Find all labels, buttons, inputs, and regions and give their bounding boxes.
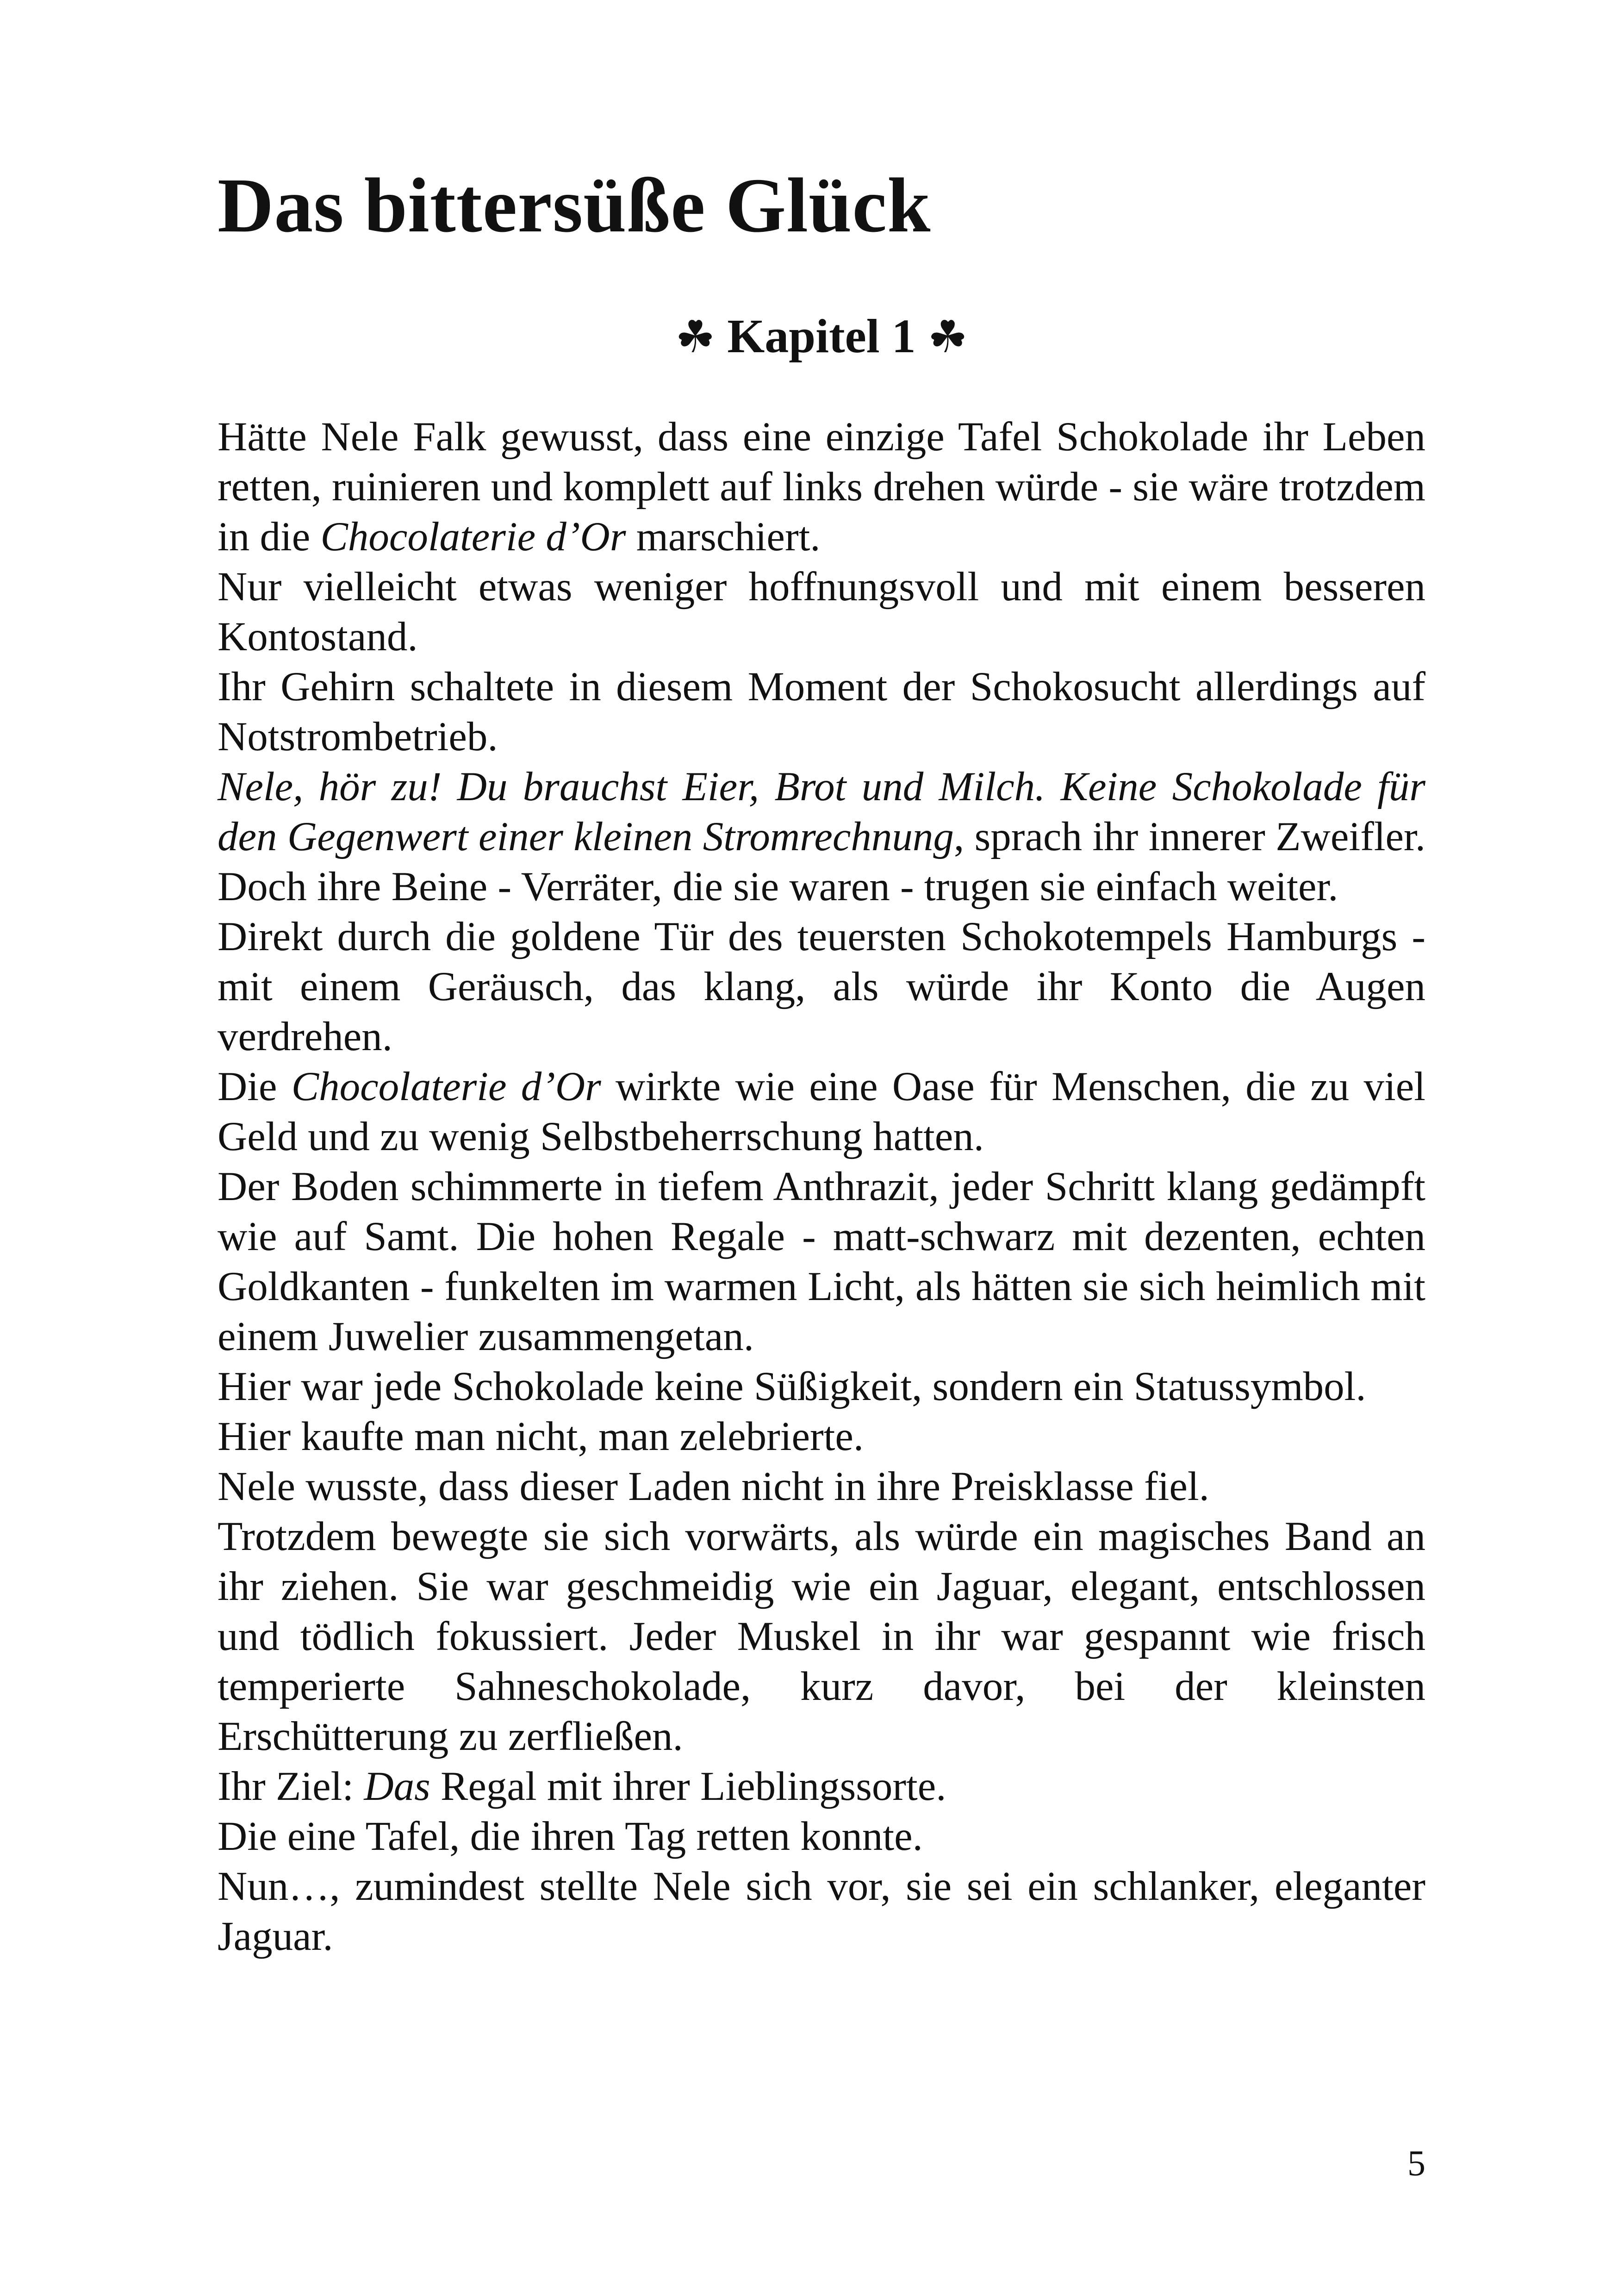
paragraph xyxy=(218,412,1425,562)
paragraph xyxy=(218,762,1425,912)
paragraph xyxy=(218,1861,1425,1961)
chapter-body xyxy=(218,412,1425,1961)
paragraph-text: Direkt durch die goldene Tür des teuersten Schokotempels Hamburgs - mit einem Geräusch, das klang, als würde ihr Konto die Augen verdrehen. xyxy=(218,914,1425,1059)
paragraph-text: Ihr Ziel: xyxy=(218,1764,364,1809)
italic-text: Chocolaterie d’Or xyxy=(291,1064,601,1109)
paragraph xyxy=(218,1462,1425,1512)
paragraph-text: Der Boden schimmerte in tiefem Anthrazit, jeder Schritt klang gedämpft wie auf Samt. Die hohen Regale - matt-schwarz mit dezenten, echten Goldkanten - funkelten im warmen Licht, als hätten sie sich heimlich mit einem Juwelier zusammengetan. xyxy=(218,1164,1425,1359)
chapter-label: Kapitel 1 xyxy=(727,310,916,363)
italic-text: Chocolaterie d’Or xyxy=(320,514,626,560)
paragraph-text: Nun…, zumindest stellte Nele sich vor, sie sei ein schlanker, eleganter Jaguar. xyxy=(218,1864,1425,1959)
chapter-heading xyxy=(218,312,1425,361)
italic-text: Nele, hör zu! Du brauchst Eier, Brot und Milch. Keine Schokolade für den Gegenwert einer kleinen Stromrechnung xyxy=(218,764,1425,859)
paragraph-text: Hier war jede Schokolade keine Süßigkeit, sondern ein Statussymbol. xyxy=(218,1364,1366,1409)
italic-text: Das xyxy=(364,1764,430,1809)
paragraph-text: Die eine Tafel, die ihren Tag retten konnte. xyxy=(218,1814,923,1859)
clover-icon: ☘ xyxy=(927,312,968,362)
paragraph xyxy=(218,562,1425,662)
page-number: 5 xyxy=(1407,2143,1425,2183)
paragraph xyxy=(218,1811,1425,1861)
paragraph xyxy=(218,1412,1425,1462)
paragraph xyxy=(218,662,1425,762)
clover-icon: ☘ xyxy=(675,312,716,362)
paragraph-text: Trotzdem bewegte sie sich vorwärts, als würde ein magisches Band an ihr ziehen. Sie war geschmeidig wie ein Jaguar, elegant, entschlossen und tödlich fokussiert. Jeder Muskel in ihr war gespannt wie frisch temperierte Sahneschokolade, kurz davor, bei der kleinsten Erschütterung zu zerfließen. xyxy=(218,1514,1425,1759)
paragraph-text: Regal mit ihrer Lieblingssorte. xyxy=(430,1764,946,1809)
book-title: Das bittersüße Glück xyxy=(218,162,931,249)
paragraph-text: Nele wusste, dass dieser Laden nicht in ihre Preisklasse fiel. xyxy=(218,1464,1209,1509)
paragraph xyxy=(218,1162,1425,1362)
paragraph xyxy=(218,1512,1425,1761)
paragraph xyxy=(218,1062,1425,1162)
paragraph-text: Ihr Gehirn schaltete in diesem Moment der Schokosucht allerdings auf Notstrombetrieb. xyxy=(218,664,1425,759)
paragraph-text: , sprach ihr innerer Zweifler. Doch ihre Beine - Verräter, die sie waren - trugen sie einfach weiter. xyxy=(218,814,1425,909)
paragraph-text: Nur vielleicht etwas weniger hoffnungsvoll und mit einem besseren Kontostand. xyxy=(218,564,1425,660)
paragraph xyxy=(218,1362,1425,1412)
paragraph-text: wirkte wie eine Oase für Menschen, die zu viel Geld und zu wenig Selbstbeherrschung hatten. xyxy=(218,1064,1425,1159)
paragraph-text: marschiert. xyxy=(626,514,821,560)
paragraph-text: Die xyxy=(218,1064,292,1109)
book-page xyxy=(218,0,1425,2296)
paragraph xyxy=(218,1761,1425,1811)
paragraph-text: Hier kaufte man nicht, man zelebrierte. xyxy=(218,1414,864,1459)
paragraph xyxy=(218,912,1425,1062)
paragraph-text: Hätte Nele Falk gewusst, dass eine einzige Tafel Schokolade ihr Leben retten, ruinieren und komplett auf links drehen würde - sie wäre trotzdem in die xyxy=(218,414,1425,560)
